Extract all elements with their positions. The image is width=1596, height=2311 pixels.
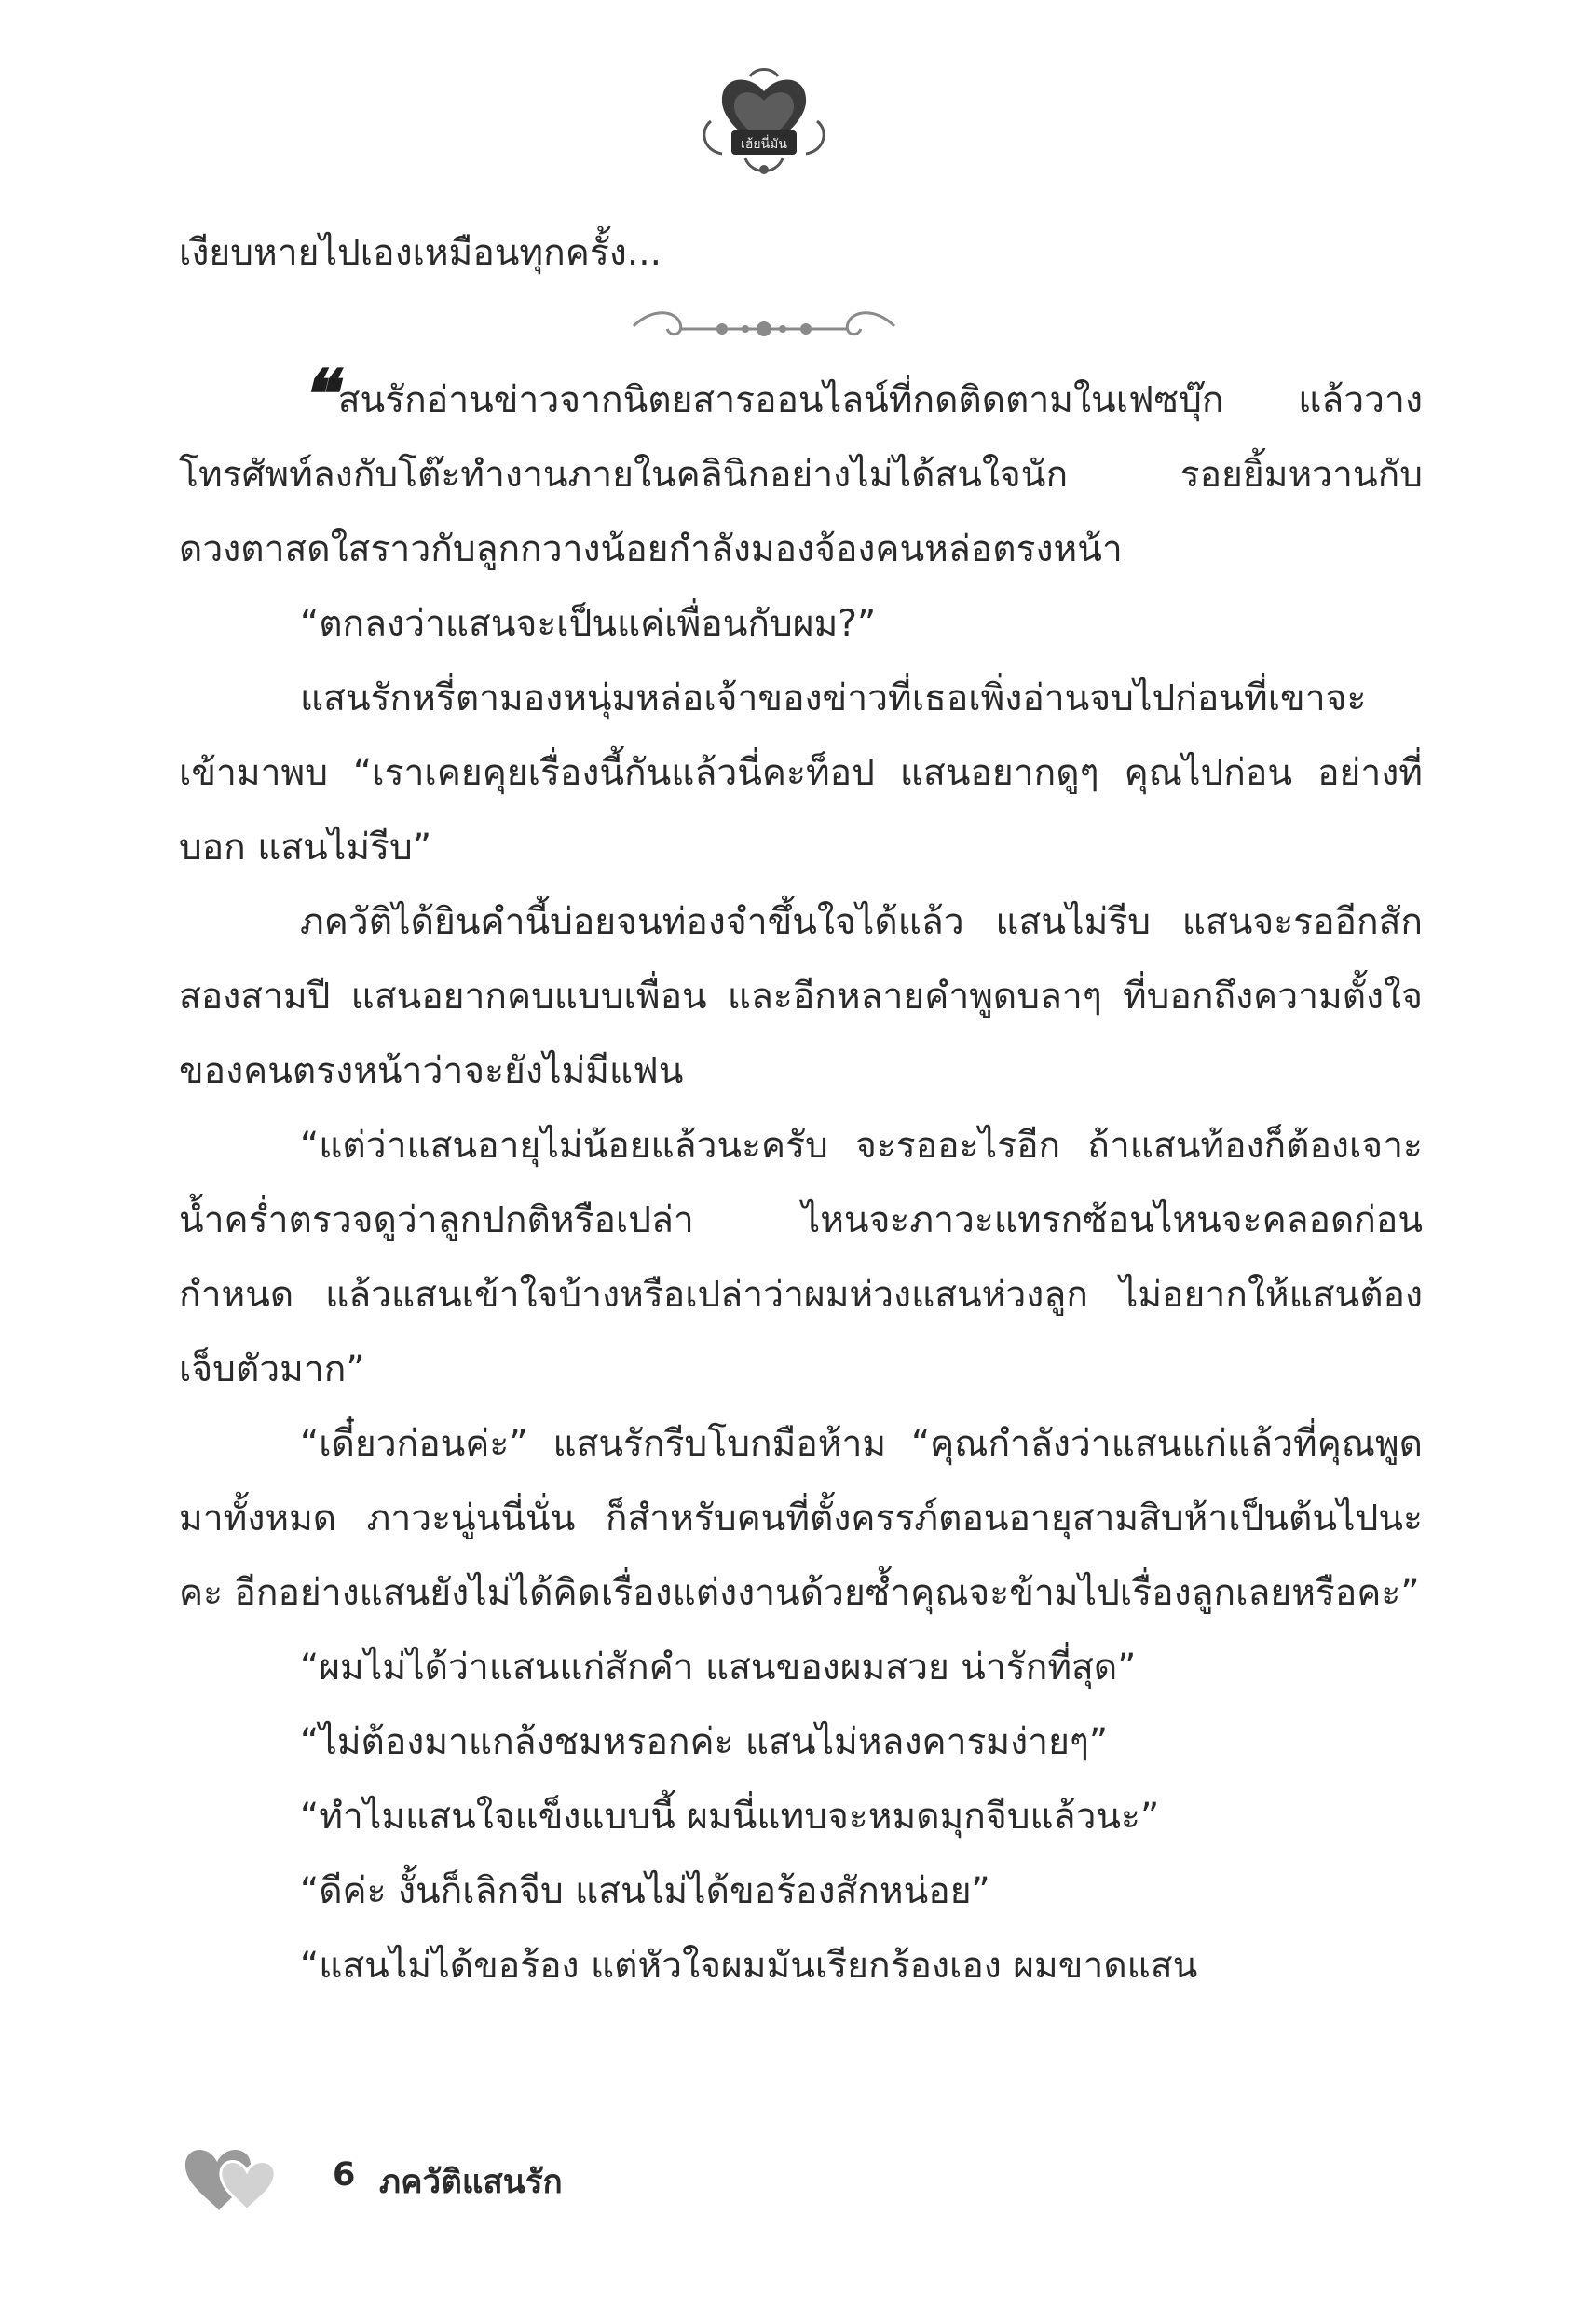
svg-text:เฮ้ยนี่มัน: เฮ้ยนี่มัน xyxy=(741,137,787,152)
paragraph: “เดี๋ยวก่อนค่ะ” แสนรักรีบโบกมือห้าม “คุณกำลังว่าแสนแก่แล้วที่คุณพูดมาทั้งหมด ภาวะนู่นนี่นั่น ก็สำหรับคนที่ตั้งครรภ์ตอนอายุสามสิบห้าเป็นต้นไปนะคะ อีกอย่างแสนยังไม่ได้คิดเรื่องแต่งงานด้วยซ้ำคุณจะข้ามไปเรื่องลูกเลยหรือคะ” xyxy=(179,1423,1423,1614)
book-title: ภควัติแสนรัก xyxy=(379,2164,563,2201)
opening-line: เงียบหายไปเองเหมือนทุกครั้ง... xyxy=(179,232,662,274)
ornamental-heart-crest-icon xyxy=(694,65,834,182)
paragraph: ภควัติได้ยินคำนี้บ่อยจนท่องจำขึ้นใจได้แล้ว แสนไม่รีบ แสนจะรออีกสักสองสามปี แสนอยากคบแบบเพื่อน และอีกหลายคำพูดบลาๆ ที่บอกถึงความตั้งใจของคนตรงหน้าว่าจะยังไม่มีแฟน xyxy=(179,901,1423,1092)
paragraph: “ตกลงว่าแสนจะเป็นแค่เพื่อนกับผม?” xyxy=(300,603,877,645)
paragraph: “ดีค่ะ งั้นก็เลิกจีบ แสนไม่ได้ขอร้องสักหน่อย” xyxy=(300,1870,990,1912)
floral-flourish-icon xyxy=(624,303,904,349)
paragraph: “ทำไมแสนใจแข็งแบบนี้ ผมนี่แทบจะหมดมุกจีบแล้วนะ” xyxy=(300,1796,1160,1838)
paragraph: “แสนไม่ได้ขอร้อง แต่หัวใจผมมันเรียกร้องเอง ผมขาดแสน xyxy=(300,1945,1198,1987)
paragraph: แสนรักหรี่ตามองหนุ่มหล่อเจ้าของข่าวที่เธอเพิ่งอ่านจบไปก่อนที่เขาจะเข้ามาพบ “เราเคยคุยเรื่องนี้กันแล้วนี่คะท็อป แสนอยากดูๆ คุณไปก่อน อย่างที่บอก แสนไม่รีบ” xyxy=(179,677,1423,868)
page-footer xyxy=(182,2134,1020,2218)
paragraph: “ไม่ต้องมาแกล้งชมหรอกค่ะ แสนไม่หลงคารมง่ายๆ” xyxy=(300,1721,1109,1763)
paragraph: “แต่ว่าแสนอายุไม่น้อยแล้วนะครับ จะรออะไรอีก ถ้าแสนท้องก็ต้องเจาะน้ำคร่ำตรวจดูว่าลูกปกติหรือเปล่า ไหนจะภาวะแทรกซ้อนไหนจะคลอดก่อนกำหนด แล้วแสนเข้าใจบ้างหรือเปล่าว่าผมห่วงแสนห่วงลูก ไม่อยากให้แสนต้องเจ็บตัวมาก” xyxy=(179,1125,1423,1390)
body-text xyxy=(179,216,1423,291)
drop-quote: ❝ xyxy=(300,354,336,433)
page-number: 6 xyxy=(333,2156,356,2194)
paragraph: “ผมไม่ได้ว่าแสนแก่สักคำ แสนของผมสวย น่ารักที่สุด” xyxy=(300,1647,1137,1689)
double-heart-icon xyxy=(182,2134,284,2218)
body-text xyxy=(179,354,1423,2003)
paragraph: ❝สนรักอ่านข่าวจากนิตยสารออนไลน์ที่กดติดตามในเฟซบุ๊ก แล้ววางโทรศัพท์ลงกับโต๊ะทำงานภายในคลินิกอย่างไม่ได้สนใจนัก รอยยิ้มหวานกับดวงตาสดใสราวกับลูกกวางน้อยกำลังมองจ้องคนหล่อตรงหน้า xyxy=(179,354,1423,570)
